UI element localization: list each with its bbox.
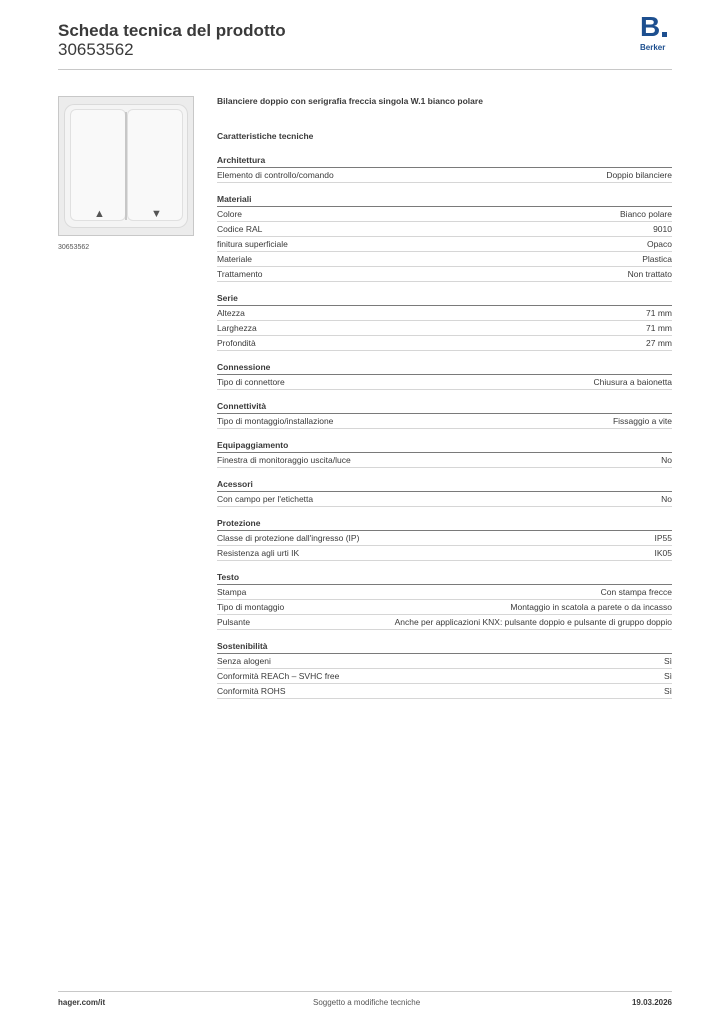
logo-letter: B <box>640 11 661 42</box>
spec-group <box>217 639 672 699</box>
spec-row <box>217 585 672 600</box>
arrow-down-icon: ▼ <box>151 208 162 220</box>
product-image <box>58 96 194 236</box>
spec-value: IK05 <box>654 547 672 558</box>
spec-group-title: Serie <box>217 291 672 306</box>
spec-row <box>217 207 672 222</box>
spec-label: Tipo di montaggio <box>217 601 285 612</box>
spec-label: Stampa <box>217 586 247 597</box>
spec-row <box>217 237 672 252</box>
spec-value: Bianco polare <box>620 208 672 219</box>
spec-value: 71 mm <box>646 322 672 333</box>
spec-value: Doppio bilanciere <box>606 169 672 180</box>
spec-label: finitura superficiale <box>217 238 288 249</box>
page-title: Scheda tecnica del prodotto <box>58 21 286 40</box>
spec-group <box>217 192 672 282</box>
image-caption: 30653562 <box>58 244 90 251</box>
logo-dot <box>662 32 667 37</box>
spec-value: Opaco <box>646 238 672 249</box>
spec-row <box>217 321 672 336</box>
spec-value: Sì <box>663 670 672 681</box>
spec-group-title: Protezione <box>217 516 672 531</box>
spec-group <box>217 153 672 183</box>
footer-date: 19.03.2026 <box>631 998 672 1007</box>
spec-row <box>217 531 672 546</box>
spec-row <box>217 336 672 351</box>
rocker-divider <box>125 112 127 220</box>
spec-group-title: Testo <box>217 570 672 585</box>
product-description: Bilanciere doppio con serigrafia freccia singola W.1 bianco polare <box>217 96 483 106</box>
spec-row <box>217 375 672 390</box>
spec-value: No <box>661 493 672 504</box>
spec-value: Con stampa frecce <box>600 586 672 597</box>
spec-row <box>217 414 672 429</box>
spec-label: Tipo di connettore <box>217 376 285 387</box>
spec-group-title: Architettura <box>217 153 672 168</box>
spec-label: Pulsante <box>217 616 251 627</box>
spec-label: Tipo di montaggio/installazione <box>217 415 334 426</box>
spec-table <box>217 153 672 708</box>
spec-label: Altezza <box>217 307 245 318</box>
product-code: 30653562 <box>58 40 134 59</box>
spec-row <box>217 306 672 321</box>
logo-text: Berker <box>640 43 666 52</box>
spec-value: 9010 <box>653 223 672 234</box>
spec-value: Anche per applicazioni KNX: pulsante doppio e pulsante di gruppo doppio <box>394 616 672 627</box>
spec-group <box>217 516 672 561</box>
spec-label: Con campo per l'etichetta <box>217 493 314 504</box>
spec-value: 71 mm <box>646 307 672 318</box>
spec-label: Larghezza <box>217 322 257 333</box>
spec-group <box>217 477 672 507</box>
spec-label: Codice RAL <box>217 223 263 234</box>
spec-value: 27 mm <box>646 337 672 348</box>
spec-row <box>217 453 672 468</box>
spec-group-title: Connettività <box>217 399 672 414</box>
spec-label: Classe di protezione dall'ingresso (IP) <box>217 532 360 543</box>
spec-value: No <box>661 454 672 465</box>
rocker-left <box>70 109 126 221</box>
spec-row <box>217 267 672 282</box>
spec-row <box>217 252 672 267</box>
spec-row <box>217 168 672 183</box>
spec-value: Montaggio in scatola a parete o da incasso <box>510 601 672 612</box>
spec-label: Conformità REACh – SVHC free <box>217 670 340 681</box>
spec-label: Resistenza agli urti IK <box>217 547 300 558</box>
spec-group <box>217 438 672 468</box>
arrow-up-icon: ▲ <box>94 208 105 220</box>
spec-value: Fissaggio a vite <box>612 415 672 426</box>
spec-row <box>217 600 672 615</box>
spec-group <box>217 291 672 351</box>
switch-plate <box>64 104 188 228</box>
spec-label: Conformità ROHS <box>217 685 286 696</box>
spec-group-title: Sostenibilità <box>217 639 672 654</box>
spec-label: Elemento di controllo/comando <box>217 169 334 180</box>
spec-value: Chiusura a baionetta <box>593 376 672 387</box>
berker-logo <box>638 11 674 56</box>
spec-row <box>217 222 672 237</box>
spec-row <box>217 615 672 630</box>
spec-group-title: Connessione <box>217 360 672 375</box>
rocker-right <box>127 109 183 221</box>
spec-value: Sì <box>663 655 672 666</box>
spec-label: Senza alogeni <box>217 655 271 666</box>
spec-group <box>217 360 672 390</box>
spec-group-title: Equipaggiamento <box>217 438 672 453</box>
spec-group-title: Acessori <box>217 477 672 492</box>
spec-label: Profondità <box>217 337 256 348</box>
spec-group-title: Materiali <box>217 192 672 207</box>
spec-value: IP55 <box>654 532 672 543</box>
header-divider <box>58 69 672 70</box>
spec-value: Sì <box>663 685 672 696</box>
spec-label: Materiale <box>217 253 252 264</box>
spec-label: Trattamento <box>217 268 263 279</box>
tech-heading: Caratteristiche tecniche <box>217 131 314 141</box>
spec-row <box>217 654 672 669</box>
spec-value: Non trattato <box>627 268 672 279</box>
spec-group <box>217 399 672 429</box>
spec-row <box>217 669 672 684</box>
spec-value: Plastica <box>642 253 672 264</box>
spec-row <box>217 684 672 699</box>
footer-divider <box>58 991 672 992</box>
spec-group <box>217 570 672 630</box>
spec-label: Colore <box>217 208 243 219</box>
footer-note: Soggetto a modifiche tecniche <box>313 998 421 1007</box>
footer-website[interactable]: hager.com/it <box>58 998 106 1007</box>
spec-row <box>217 546 672 561</box>
spec-label: Finestra di monitoraggio uscita/luce <box>217 454 351 465</box>
spec-row <box>217 492 672 507</box>
